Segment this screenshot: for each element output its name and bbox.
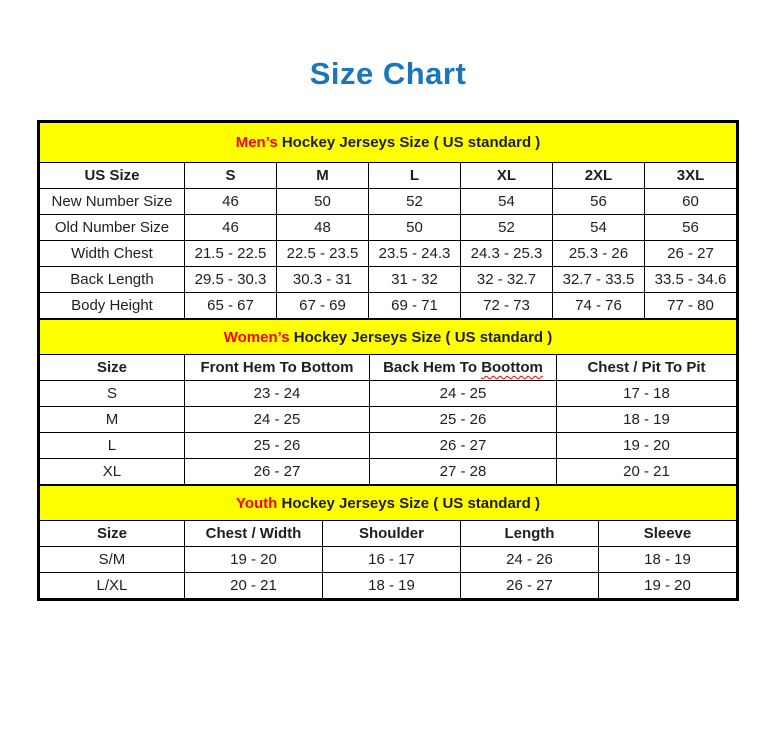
size-value: 26 - 27	[184, 459, 369, 485]
womens-section-heading	[39, 320, 736, 355]
mens-heading-text: Hockey Jerseys Size ( US standard )	[277, 134, 541, 151]
table-row	[39, 407, 736, 433]
row-label: New Number Size	[39, 189, 184, 215]
mens-heading-accent: Men’s	[235, 134, 278, 151]
size-value: 56	[552, 189, 644, 215]
table-row	[39, 547, 736, 573]
column-header: Sleeve	[598, 521, 736, 547]
column-header: XL	[460, 163, 552, 189]
size-value: 24.3 - 25.3	[460, 241, 552, 267]
size-value: 33.5 - 34.6	[644, 267, 736, 293]
page-title: Size Chart	[309, 56, 467, 91]
size-value: 29.5 - 30.3	[184, 267, 276, 293]
size-value: 60	[644, 189, 736, 215]
womens-heading-accent: Women’s	[223, 328, 290, 346]
row-label: Body Height	[39, 293, 184, 319]
table-row	[39, 267, 736, 293]
column-header: Front Hem To Bottom	[184, 355, 369, 381]
row-label: L	[39, 433, 184, 459]
size-value: 24 - 26	[460, 547, 598, 573]
table-row	[39, 573, 736, 599]
size-value: 26 - 27	[460, 573, 598, 599]
column-header: Chest / Pit To Pit	[556, 355, 736, 381]
size-value: 52	[368, 189, 460, 215]
column-header: Size	[39, 521, 184, 547]
table-row	[39, 459, 736, 485]
table-row	[39, 241, 736, 267]
mens-section-heading	[39, 123, 736, 163]
column-header-text: Back Hem To	[383, 359, 482, 376]
size-value: 19 - 20	[184, 547, 322, 573]
column-header: Chest / Width	[184, 521, 322, 547]
size-value: 54	[460, 189, 552, 215]
row-label: S/M	[39, 547, 184, 573]
youth-heading-text: Hockey Jerseys Size ( US standard )	[277, 494, 540, 512]
column-header: Shoulder	[322, 521, 460, 547]
size-value: 19 - 20	[598, 573, 736, 599]
row-label: M	[39, 407, 184, 433]
size-value: 77 - 80	[644, 293, 736, 319]
row-label: L/XL	[39, 573, 184, 599]
size-value: 20 - 21	[556, 459, 736, 485]
size-value: 74 - 76	[552, 293, 644, 319]
spellcheck-underlined-word: Boottom	[481, 359, 543, 376]
row-label: Back Length	[39, 267, 184, 293]
column-header: M	[276, 163, 368, 189]
size-value: 50	[368, 215, 460, 241]
womens-size-table	[39, 319, 737, 485]
size-value: 25 - 26	[184, 433, 369, 459]
size-value: 26 - 27	[644, 241, 736, 267]
size-value: 21.5 - 22.5	[184, 241, 276, 267]
size-value: 18 - 19	[322, 573, 460, 599]
row-label: XL	[39, 459, 184, 485]
size-value: 65 - 67	[184, 293, 276, 319]
size-value: 25.3 - 26	[552, 241, 644, 267]
size-value: 31 - 32	[368, 267, 460, 293]
size-value: 17 - 18	[556, 381, 736, 407]
size-value: 69 - 71	[368, 293, 460, 319]
row-label: Old Number Size	[39, 215, 184, 241]
size-value: 16 - 17	[322, 547, 460, 573]
table-row	[39, 433, 736, 459]
size-value: 46	[184, 189, 276, 215]
size-value: 25 - 26	[369, 407, 556, 433]
size-value: 19 - 20	[556, 433, 736, 459]
table-row	[39, 293, 736, 319]
size-value: 32 - 32.7	[460, 267, 552, 293]
size-value: 26 - 27	[369, 433, 556, 459]
size-value: 22.5 - 23.5	[276, 241, 368, 267]
size-value: 27 - 28	[369, 459, 556, 485]
size-value: 52	[460, 215, 552, 241]
size-value: 48	[276, 215, 368, 241]
column-header	[369, 355, 556, 381]
size-value: 50	[276, 189, 368, 215]
column-header: S	[184, 163, 276, 189]
table-row	[39, 189, 736, 215]
column-header: 3XL	[644, 163, 736, 189]
size-value: 24 - 25	[184, 407, 369, 433]
size-value: 24 - 25	[369, 381, 556, 407]
youth-size-table	[39, 485, 737, 599]
row-label: S	[39, 381, 184, 407]
column-header: L	[368, 163, 460, 189]
size-value: 32.7 - 33.5	[552, 267, 644, 293]
womens-heading-text: Hockey Jerseys Size ( US standard )	[289, 328, 553, 346]
size-chart-tables	[37, 120, 739, 601]
column-header: US Size	[39, 163, 184, 189]
mens-size-table	[39, 122, 737, 319]
size-value: 46	[184, 215, 276, 241]
column-header: 2XL	[552, 163, 644, 189]
size-value: 54	[552, 215, 644, 241]
column-header: Length	[460, 521, 598, 547]
size-value: 20 - 21	[184, 573, 322, 599]
table-row	[39, 215, 736, 241]
column-header: Size	[39, 355, 184, 381]
table-row	[39, 381, 736, 407]
size-value: 18 - 19	[598, 547, 736, 573]
size-value: 56	[644, 215, 736, 241]
size-value: 23 - 24	[184, 381, 369, 407]
size-value: 30.3 - 31	[276, 267, 368, 293]
size-value: 23.5 - 24.3	[368, 241, 460, 267]
row-label: Width Chest	[39, 241, 184, 267]
size-value: 18 - 19	[556, 407, 736, 433]
youth-heading-accent: Youth	[235, 494, 278, 512]
size-value: 72 - 73	[460, 293, 552, 319]
youth-section-heading	[39, 486, 736, 521]
size-value: 67 - 69	[276, 293, 368, 319]
